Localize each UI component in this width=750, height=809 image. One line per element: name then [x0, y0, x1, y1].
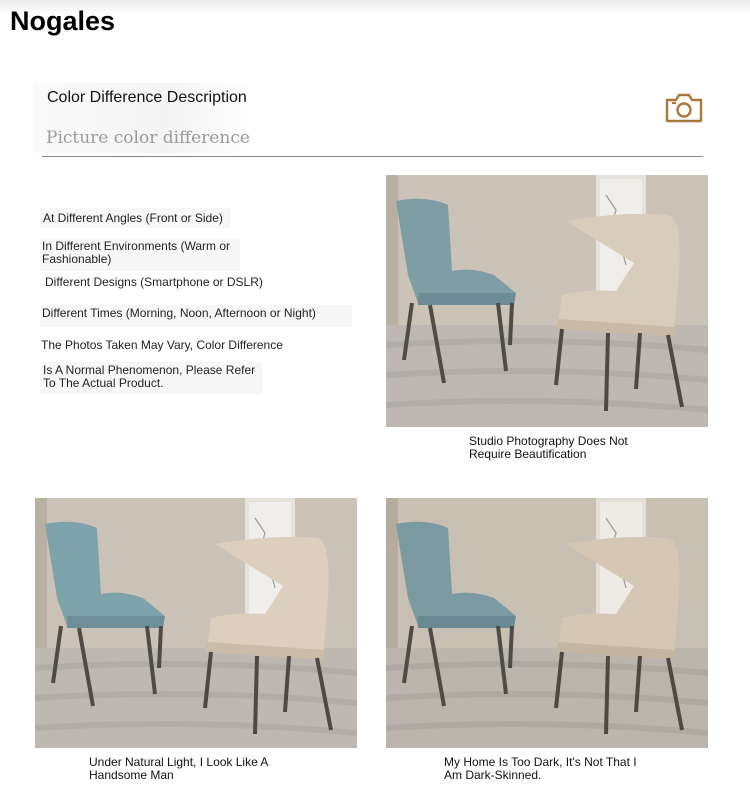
divider [42, 156, 703, 157]
note-item: Is A Normal Phenomenon, Please Refer To The Actual Product. [43, 363, 256, 390]
section-subtitle: Picture color difference [46, 128, 250, 148]
note-item: Different Times (Morning, Noon, Afternoon or Night) [42, 306, 316, 320]
note-item: In Different Environments (Warm or Fashionable) [42, 239, 231, 266]
section-title: Color Difference Description [47, 89, 247, 106]
photo-caption: My Home Is Too Dark, It's Not That I Am Dark-Skinned. [444, 755, 637, 782]
camera-icon [664, 92, 704, 124]
brand-logo: Nogales [10, 6, 116, 36]
product-photo [35, 498, 357, 748]
photo-caption: Under Natural Light, I Look Like A Handsome Man [89, 755, 269, 782]
product-photo [386, 498, 708, 748]
photo-caption: Studio Photography Does Not Require Beautification [469, 434, 628, 461]
product-photo [386, 175, 708, 427]
note-item: Different Designs (Smartphone or DSLR) [45, 275, 263, 289]
note-item: At Different Angles (Front or Side) [43, 211, 223, 225]
note-item: The Photos Taken May Vary, Color Difference [41, 338, 283, 352]
